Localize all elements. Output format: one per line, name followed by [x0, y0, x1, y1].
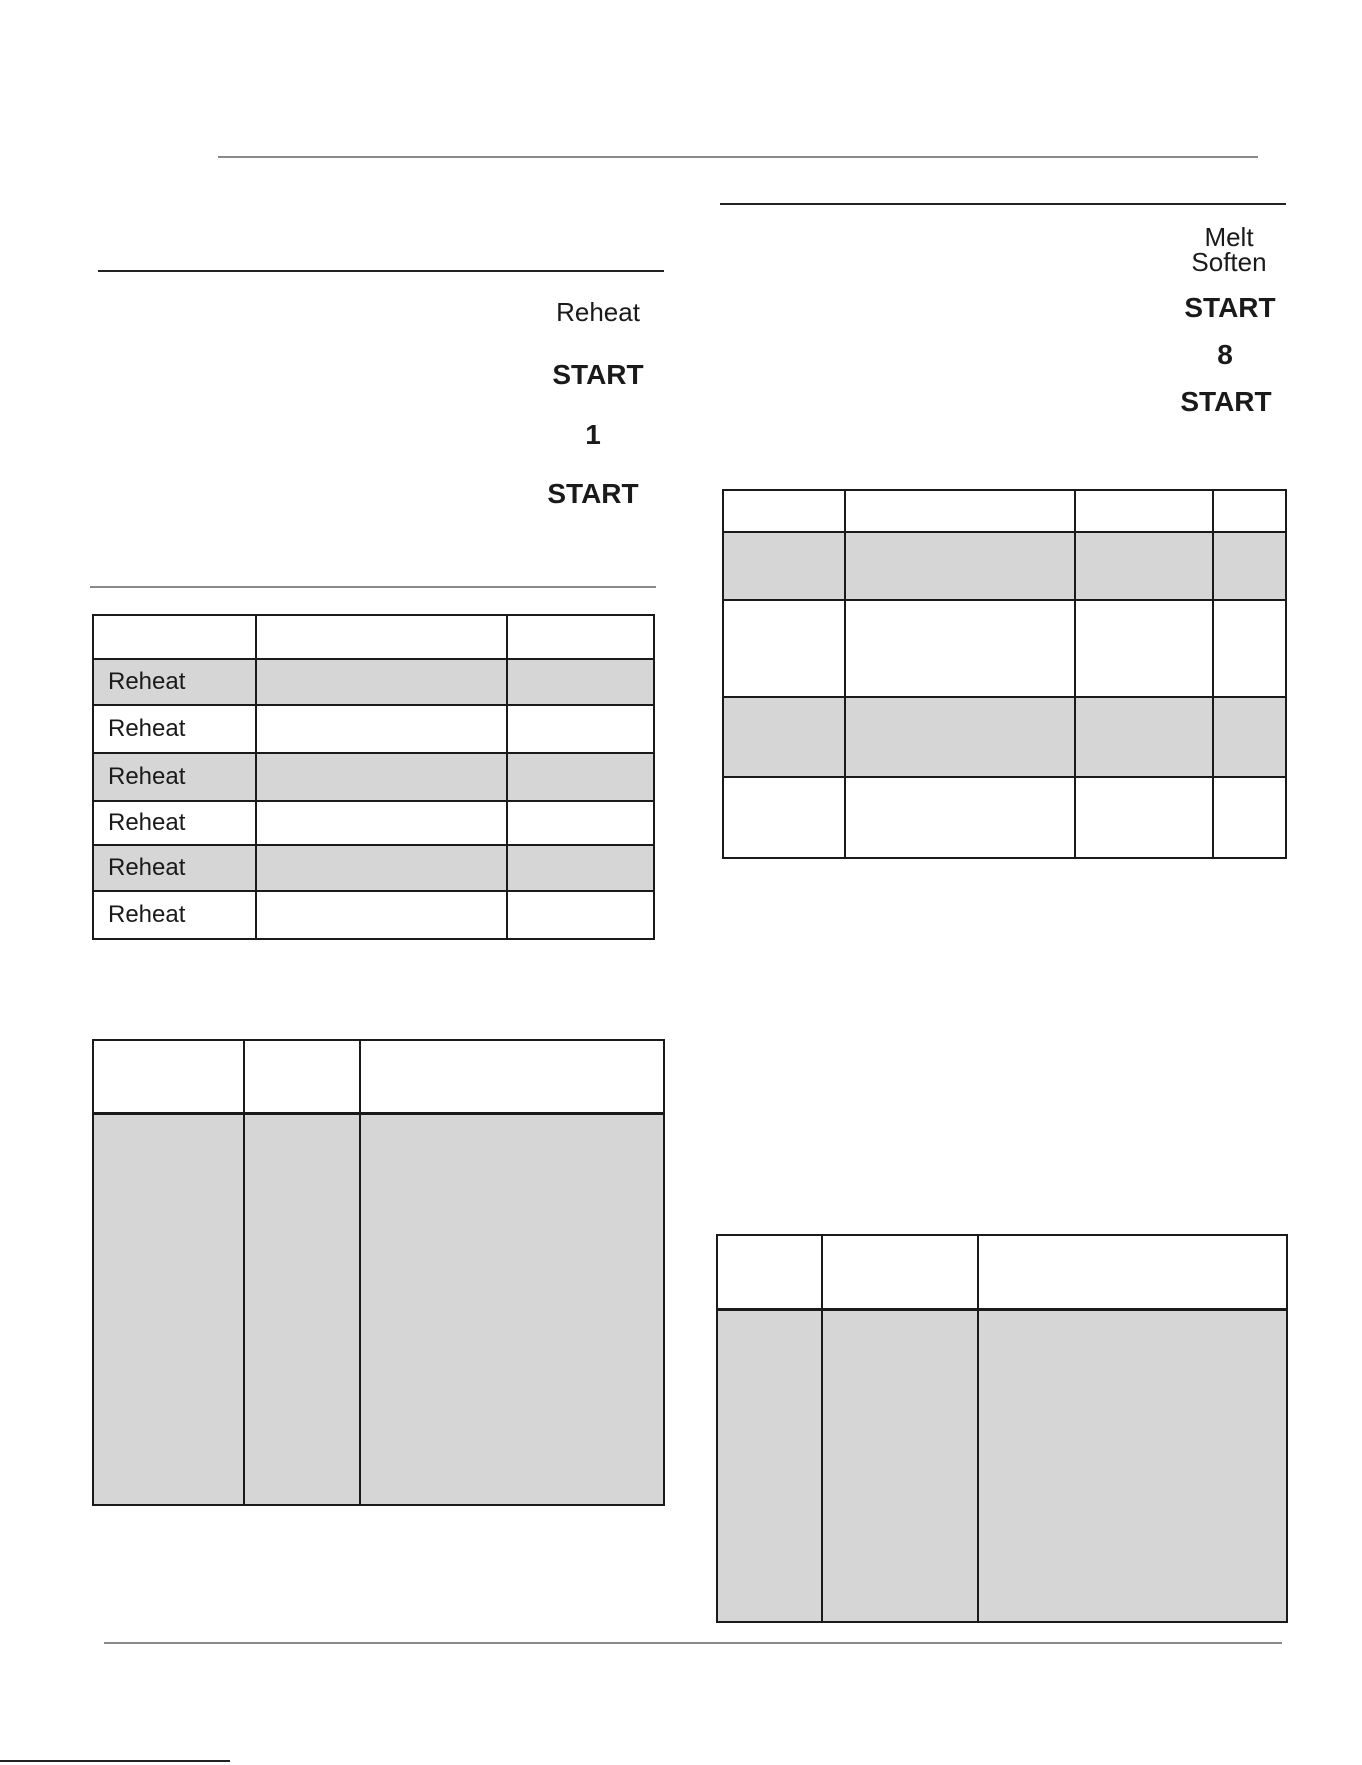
bottom-rule: [104, 1642, 1282, 1644]
start-key-label: START: [552, 359, 644, 390]
table-header-row: [93, 615, 654, 659]
start-key-label-2: START: [547, 478, 639, 509]
right-lower-table: [716, 1234, 1288, 1623]
table-cell: Reheat: [93, 659, 256, 705]
table-row: [93, 1113, 664, 1505]
left-section-rule: [98, 270, 664, 272]
table-row: [93, 705, 654, 753]
right-section-rule: [720, 203, 1286, 205]
table-cell: Reheat: [93, 705, 256, 753]
table-row: [93, 891, 654, 939]
left-lower-table: [92, 1039, 665, 1506]
table-row: [93, 801, 654, 845]
table-row: [723, 777, 1286, 858]
table-row: [723, 532, 1286, 600]
table-cell: Reheat: [93, 801, 256, 845]
table-cell: Reheat: [93, 845, 256, 891]
table-cell: Reheat: [93, 753, 256, 801]
start-key-label-4: START: [1180, 386, 1272, 417]
table-header-row: [93, 1040, 664, 1113]
number-key-label: 1: [585, 419, 601, 450]
number-key-label-2: 8: [1217, 339, 1233, 370]
table-row: [93, 845, 654, 891]
reheat-guide-table: [92, 614, 655, 940]
melt-soften-guide-table: [722, 489, 1287, 859]
table-header-row: [723, 490, 1286, 532]
table-cell: Reheat: [93, 891, 256, 939]
left-subsection-rule: [90, 586, 656, 588]
footer-corner-rule: [0, 1760, 230, 1762]
melt-key-label: Melt: [1204, 222, 1254, 252]
table-header-row: [717, 1235, 1287, 1309]
table-row: [723, 697, 1286, 777]
start-key-label-3: START: [1184, 292, 1276, 323]
table-row: [93, 659, 654, 705]
table-row: [717, 1309, 1287, 1622]
table-row: [93, 753, 654, 801]
table-row: [723, 600, 1286, 697]
soften-key-label: Soften: [1191, 247, 1267, 277]
top-rule: [218, 156, 1258, 158]
reheat-key-label: Reheat: [556, 297, 640, 327]
